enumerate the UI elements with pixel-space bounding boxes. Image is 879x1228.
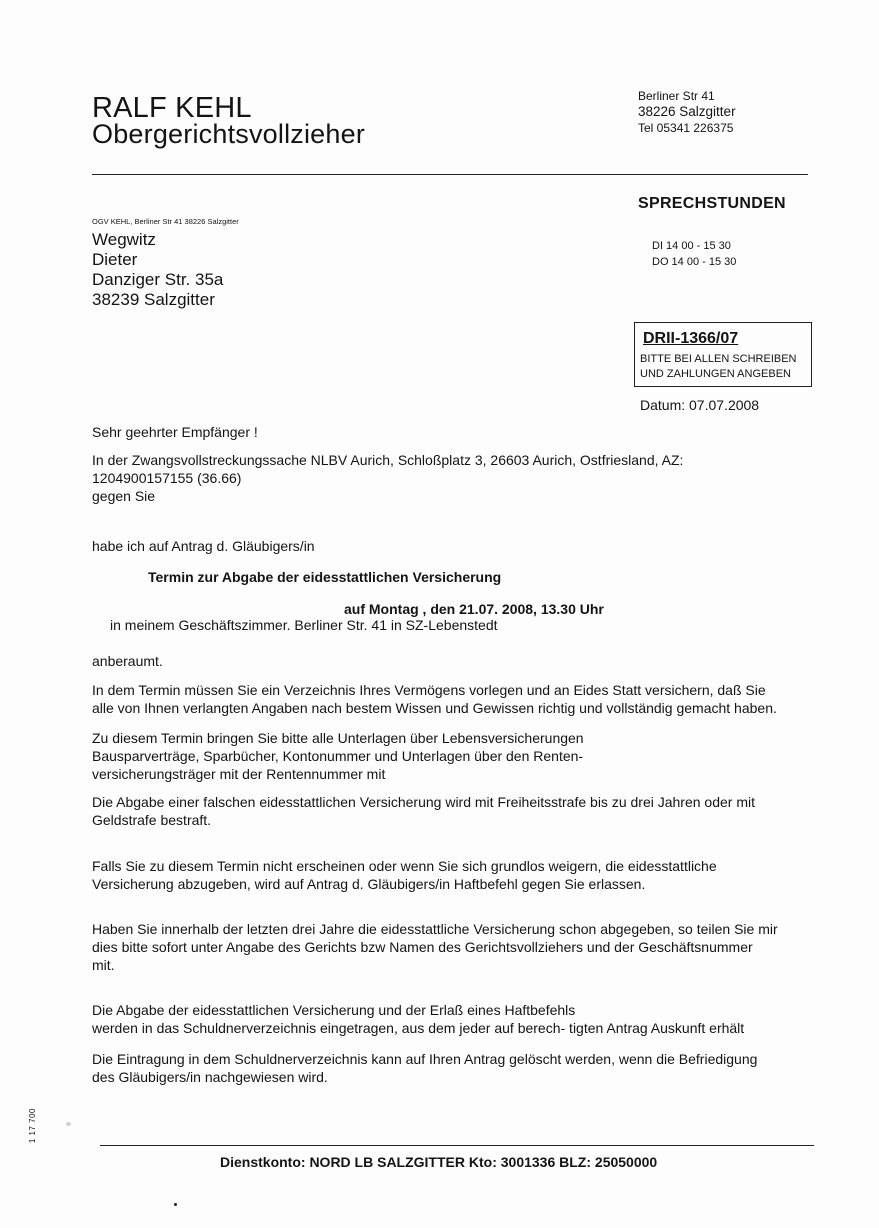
- case-line: gegen Sie: [92, 488, 156, 504]
- paragraph-loeschung: [92, 1050, 757, 1086]
- footer-divider: [100, 1145, 814, 1146]
- paragraph-line: Die Abgabe einer falschen eidesstattlichen Versicherung wird mit Freiheitsstrafe bis zu drei Jahren oder mit: [92, 794, 755, 810]
- paragraph-line: Die Eintragung in dem Schuldnerverzeichnis kann auf Ihren Antrag gelöscht werden, wenn die Befriedigung: [92, 1051, 758, 1067]
- paragraph-line: Zu diesem Termin bringen Sie bitte alle Unterlagen über Lebensversicherungen: [92, 730, 584, 746]
- recipient-street: Danziger Str. 35a: [92, 270, 224, 289]
- salutation: Sehr geehrter Empfänger !: [92, 424, 258, 440]
- recipient-city: 38239 Salzgitter: [92, 290, 215, 309]
- paragraph-line: mit.: [92, 957, 115, 973]
- termin-title: Termin zur Abgabe der eidesstattlichen Versicherung: [148, 569, 502, 585]
- paragraph-drei-jahre: [92, 920, 778, 974]
- letter-date: Datum: 07.07.2008: [640, 397, 760, 413]
- office-hours-title: SPRECHSTUNDEN: [638, 195, 786, 212]
- scan-speck: [66, 1122, 71, 1126]
- paragraph-line: Haben Sie innerhalb der letzten drei Jahre die eidesstattliche Versicherung schon abgegeben, so teilen Sie mir: [92, 921, 778, 937]
- antrag-line: habe ich auf Antrag d. Gläubigers/in: [92, 538, 315, 554]
- header-divider: [92, 174, 808, 175]
- anberaumt-line: anberaumt.: [92, 653, 163, 669]
- paragraph-line: Bausparverträge, Sparbücher, Kontonummer und Unterlagen über den Renten-: [92, 748, 584, 764]
- scan-speck: [174, 1203, 177, 1206]
- reference-note-line: BITTE BEI ALLEN SCHREIBEN: [640, 353, 797, 365]
- paragraph-strafe: [92, 793, 755, 829]
- form-number-stamp: 1 17 700: [28, 1108, 37, 1144]
- address-street: Berliner Str 41: [638, 89, 715, 103]
- paragraph-line: versicherungsträger mit der Rentennummer mit: [92, 766, 386, 782]
- sender-return-line: OGV KEHL, Berliner Str 41 38226 Salzgitter: [92, 217, 239, 226]
- letterhead-address: [638, 88, 736, 136]
- recipient-address: [92, 230, 223, 310]
- letterhead-name: RALF KEHL: [92, 92, 252, 124]
- paragraph-unterlagen: [92, 729, 584, 783]
- paragraph-schuldnerverzeichnis: [92, 1001, 744, 1037]
- office-hours-list: [652, 238, 736, 270]
- letterhead-role: Obergerichtsvollzieher: [92, 119, 366, 149]
- paragraph-vermoegen: [92, 681, 777, 717]
- paragraph-line: Geldstrafe bestraft.: [92, 812, 212, 828]
- paragraph-line: Versicherung abzugeben, wird auf Antrag d. Gläubigers/in Haftbefehl gegen Sie erlassen.: [92, 876, 646, 892]
- paragraph-line: Falls Sie zu diesem Termin nicht erscheinen oder wenn Sie sich grundlos weigern, die eidesstattliche: [92, 858, 717, 874]
- paragraph-line: werden in das Schuldnerverzeichnis eingetragen, aus dem jeder auf berech- tigten Antrag Auskunft erhält: [92, 1020, 745, 1036]
- paragraph-line: dies bitte sofort unter Angabe des Gerichts bzw Namen des Gerichtsvollziehers und der Geschäftsnummer: [92, 939, 753, 955]
- office-hours-line: DO 14 00 - 15 30: [652, 256, 737, 268]
- termin-place: in meinem Geschäftszimmer. Berliner Str. 41 in SZ-Lebenstedt: [110, 617, 498, 633]
- address-city: 38226 Salzgitter: [638, 104, 736, 119]
- reference-note-line: UND ZAHLUNGEN ANGEBEN: [640, 368, 791, 380]
- case-line: 1204900157155 (36.66): [92, 470, 242, 486]
- office-hours-line: DI 14 00 - 15 30: [652, 240, 731, 252]
- reference-number: DRII-1366/07: [643, 330, 739, 347]
- case-line: In der Zwangsvollstreckungssache NLBV Aurich, Schloßplatz 3, 26603 Aurich, Ostfriesland, AZ:: [92, 452, 684, 468]
- termin-date: auf Montag , den 21.07. 2008, 13.30 Uhr: [344, 601, 604, 617]
- paragraph-line: alle von Ihnen verlangten Angaben nach bestem Wissen und Gewissen richtig und vollständig gemacht haben.: [92, 700, 777, 716]
- case-paragraph: [92, 451, 683, 505]
- address-phone: Tel 05341 226375: [638, 121, 734, 135]
- paragraph-line: In dem Termin müssen Sie ein Verzeichnis Ihres Vermögens vorlegen und an Eides Statt versichern, daß Sie: [92, 682, 766, 698]
- paragraph-haftbefehl: [92, 857, 717, 893]
- paragraph-line: Die Abgabe der eidesstattlichen Versicherung und der Erlaß eines Haftbefehls: [92, 1002, 576, 1018]
- bank-account-footer: Dienstkonto: NORD LB SALZGITTER Kto: 3001336 BLZ: 25050000: [220, 1154, 658, 1170]
- reference-note: [640, 352, 797, 382]
- recipient-surname: Wegwitz: [92, 230, 156, 249]
- recipient-firstname: Dieter: [92, 250, 138, 269]
- paragraph-line: des Gläubigers/in nachgewiesen wird.: [92, 1069, 328, 1085]
